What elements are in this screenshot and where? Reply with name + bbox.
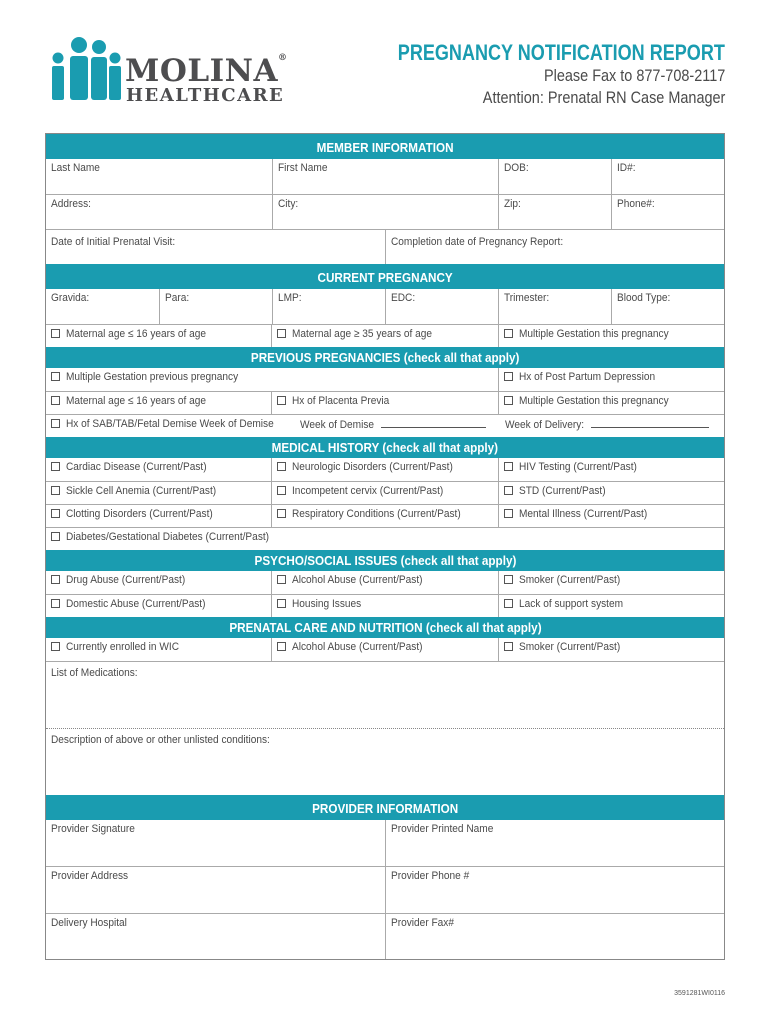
current-pregnancy-heading: CURRENT PREGNANCY (46, 264, 724, 289)
checkbox-icon[interactable] (504, 486, 513, 495)
checkbox-icon[interactable] (504, 372, 513, 381)
current-age-low-checkbox[interactable]: Maternal age ≤ 16 years of age (46, 325, 271, 347)
medical-item[interactable]: Cardiac Disease (Current/Past) (46, 458, 271, 481)
checkbox-icon[interactable] (277, 486, 286, 495)
checkbox-icon[interactable] (51, 419, 60, 428)
checkbox-icon[interactable] (51, 575, 60, 584)
checkbox-icon[interactable] (51, 642, 60, 651)
initial-visit-field[interactable]: Date of Initial Prenatal Visit: (51, 236, 176, 248)
blood-type-field[interactable]: Blood Type: (611, 289, 724, 324)
medical-item[interactable]: Clotting Disorders (Current/Past) (46, 505, 271, 527)
checkbox-icon[interactable] (504, 575, 513, 584)
checkbox-icon[interactable] (51, 599, 60, 608)
medical-item[interactable]: Sickle Cell Anemia (Current/Past) (46, 482, 271, 504)
checkbox-icon[interactable] (51, 396, 60, 405)
checkbox-icon[interactable] (504, 642, 513, 651)
prenatal-care-heading: PRENATAL CARE AND NUTRITION (check all that apply) (46, 617, 724, 638)
checkbox-icon[interactable] (504, 462, 513, 471)
first-name-field[interactable]: First Name (272, 159, 499, 194)
phone-field[interactable]: Phone#: (611, 195, 724, 229)
checkbox-icon[interactable] (277, 329, 286, 338)
completion-date-field[interactable]: Completion date of Pregnancy Report: (385, 230, 724, 264)
description-field[interactable]: Description of above or other unlisted conditions: (51, 734, 270, 746)
prenatal-item[interactable]: Smoker (Current/Past) (498, 638, 724, 661)
medications-field[interactable]: List of Medications: (51, 667, 138, 679)
medical-item[interactable]: Diabetes/Gestational Diabetes (Current/Past) (46, 528, 724, 550)
checkbox-icon[interactable] (277, 509, 286, 518)
psycho-item[interactable]: Housing Issues (271, 595, 497, 617)
provider-address-field[interactable]: Provider Address (51, 870, 129, 882)
previous-pregnancies-heading: PREVIOUS PREGNANCIES (check all that apply) (46, 347, 724, 368)
provider-info-heading: PROVIDER INFORMATION (46, 795, 724, 820)
checkbox-icon[interactable] (51, 329, 60, 338)
psycho-item[interactable]: Alcohol Abuse (Current/Past) (271, 571, 497, 594)
psycho-social-heading: PSYCHO/SOCIAL ISSUES (check all that apply) (46, 550, 724, 571)
week-demise-field[interactable]: Week of Demise (295, 415, 499, 437)
medical-item[interactable]: Respiratory Conditions (Current/Past) (271, 505, 497, 527)
medical-item[interactable]: STD (Current/Past) (498, 482, 724, 504)
postpartum-checkbox[interactable]: Hx of Post Partum Depression (498, 368, 724, 391)
medical-item[interactable]: Mental Illness (Current/Past) (498, 505, 724, 527)
provider-phone-field[interactable]: Provider Phone # (385, 867, 724, 913)
medical-item[interactable]: HIV Testing (Current/Past) (498, 458, 724, 481)
week-delivery-field[interactable]: Week of Delivery: (500, 415, 724, 437)
fax-instruction: Please Fax to 877-708-2117 (543, 66, 725, 85)
placenta-checkbox[interactable]: Hx of Placenta Previa (271, 392, 497, 414)
medical-item[interactable]: Neurologic Disorders (Current/Past) (271, 458, 497, 481)
report-title: PREGNANCY NOTIFICATION REPORT (397, 40, 725, 65)
checkbox-icon[interactable] (51, 486, 60, 495)
delivery-hospital-field[interactable]: Delivery Hospital (51, 917, 127, 929)
attention-line: Attention: Prenatal RN Case Manager (482, 88, 725, 107)
checkbox-icon[interactable] (504, 509, 513, 518)
checkbox-icon[interactable] (504, 329, 513, 338)
current-multiple-checkbox[interactable]: Multiple Gestation this pregnancy (498, 325, 724, 347)
medical-item[interactable]: Incompetent cervix (Current/Past) (271, 482, 497, 504)
member-info-heading: MEMBER INFORMATION (46, 134, 724, 159)
edc-field[interactable]: EDC: (385, 289, 498, 324)
prenatal-item[interactable]: Alcohol Abuse (Current/Past) (271, 638, 497, 661)
checkbox-icon[interactable] (277, 642, 286, 651)
prev-multiple-checkbox[interactable]: Multiple Gestation previous pregnancy (46, 368, 498, 391)
id-field[interactable]: ID#: (611, 159, 724, 194)
checkbox-icon[interactable] (277, 575, 286, 584)
checkbox-icon[interactable] (51, 509, 60, 518)
zip-field[interactable]: Zip: (498, 195, 611, 229)
logo-wordmark: MOLINA® (125, 53, 288, 89)
provider-signature-field[interactable]: Provider Signature (51, 823, 135, 835)
gravida-field[interactable]: Gravida: (51, 292, 90, 304)
city-field[interactable]: City: (272, 195, 499, 229)
prenatal-item[interactable]: Currently enrolled in WIC (46, 638, 271, 661)
molina-logo (45, 36, 288, 106)
medical-history-heading: MEDICAL HISTORY (check all that apply) (46, 437, 724, 458)
checkbox-icon[interactable] (277, 462, 286, 471)
psycho-item[interactable]: Domestic Abuse (Current/Past) (46, 595, 271, 617)
notification-form (45, 133, 725, 960)
checkbox-icon[interactable] (504, 396, 513, 405)
provider-printed-name-field[interactable]: Provider Printed Name (385, 820, 724, 866)
checkbox-icon[interactable] (51, 372, 60, 381)
last-name-field[interactable]: Last Name (51, 162, 100, 174)
psycho-item[interactable]: Lack of support system (498, 595, 724, 617)
checkbox-icon[interactable] (277, 396, 286, 405)
prev-multiple-this-checkbox[interactable]: Multiple Gestation this pregnancy (498, 392, 724, 414)
current-age-high-checkbox[interactable]: Maternal age ≥ 35 years of age (271, 325, 497, 347)
people-logo-icon (45, 36, 125, 106)
form-code: 3591281WI0116 (674, 990, 725, 997)
checkbox-icon[interactable] (504, 599, 513, 608)
sab-checkbox[interactable]: Hx of SAB/TAB/Fetal Demise Week of Demise (46, 415, 295, 437)
checkbox-icon[interactable] (277, 599, 286, 608)
logo-subwordmark: HEALTHCARE (126, 85, 285, 106)
dob-field[interactable]: DOB: (498, 159, 611, 194)
checkbox-icon[interactable] (51, 462, 60, 471)
checkbox-icon[interactable] (51, 532, 60, 541)
trimester-field[interactable]: Trimester: (498, 289, 611, 324)
para-field[interactable]: Para: (159, 289, 272, 324)
address-field[interactable]: Address: (51, 198, 91, 210)
prev-age-low-checkbox[interactable]: Maternal age ≤ 16 years of age (46, 392, 271, 414)
psycho-item[interactable]: Drug Abuse (Current/Past) (46, 571, 271, 594)
lmp-field[interactable]: LMP: (272, 289, 385, 324)
provider-fax-field[interactable]: Provider Fax# (385, 914, 724, 959)
psycho-item[interactable]: Smoker (Current/Past) (498, 571, 724, 594)
